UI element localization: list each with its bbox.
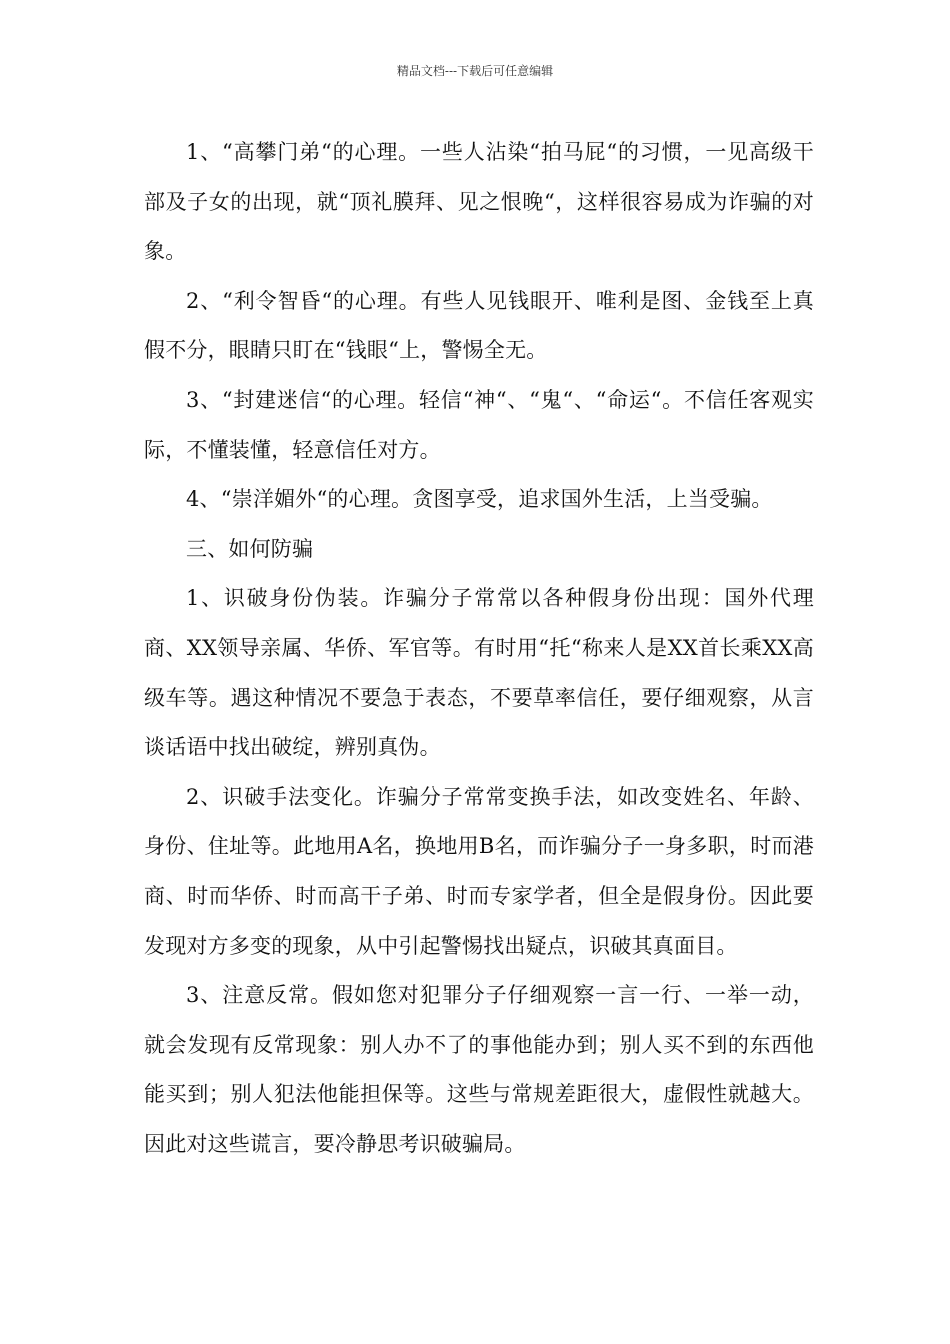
section-heading-prevention: 三、如何防骗	[186, 536, 314, 561]
document-body	[144, 128, 814, 1169]
paragraph-psychology-3: 3、“封建迷信“的心理。轻信“神“、“鬼“、“命运“。不信任客观实际，不懂装懂，轻意信任对方。	[144, 387, 814, 462]
paragraph-psychology-2: 2、“利令智昏“的心理。有些人见钱眼开、唯利是图、金钱至上真假不分，眼睛只盯在“钱眼“上，警惕全无。	[144, 288, 814, 363]
paragraph-psychology-4: 4、“崇洋媚外“的心理。贪图享受，追求国外生活，上当受骗。	[186, 487, 773, 512]
page-header: 精品文档---下载后可任意编辑	[396, 64, 554, 78]
paragraph-prevention-2: 2、识破手法变化。诈骗分子常常变换手法，如改变姓名、年龄、身份、住址等。此地用A名，换地用B名，而诈骗分子一身多职，时而港商、时而华侨、时而高干子弟、时而专家学者，但全是假身份。因此要发现对方多变的现象，从中引起警惕找出疑点，识破其真面目。	[144, 784, 814, 958]
paragraph-prevention-3: 3、注意反常。假如您对犯罪分子仔细观察一言一行、一举一动，就会发现有反常现象：别人办不了的事他能办到；别人买不到的东西他能买到；别人犯法他能担保等。这些与常规差距很大，虚假性就越大。因此对这些谎言，要冷静思考识破骗局。	[144, 983, 814, 1156]
paragraph-psychology-1: 1、“高攀门弟“的心理。一些人沾染“拍马屁“的习惯，一见高级干部及子女的出现，就“顶礼膜拜、见之恨晚“，这样很容易成为诈骗的对象。	[144, 140, 814, 264]
paragraph-prevention-1: 1、识破身份伪装。诈骗分子常常以各种假身份出现：国外代理商、XX领导亲属、华侨、军官等。有时用“托“称来人是XX首长乘XX高级车等。遇这种情况不要急于表态，不要草率信任，要仔细观察，从言谈话语中找出破绽，辨别真伪。	[144, 586, 814, 760]
